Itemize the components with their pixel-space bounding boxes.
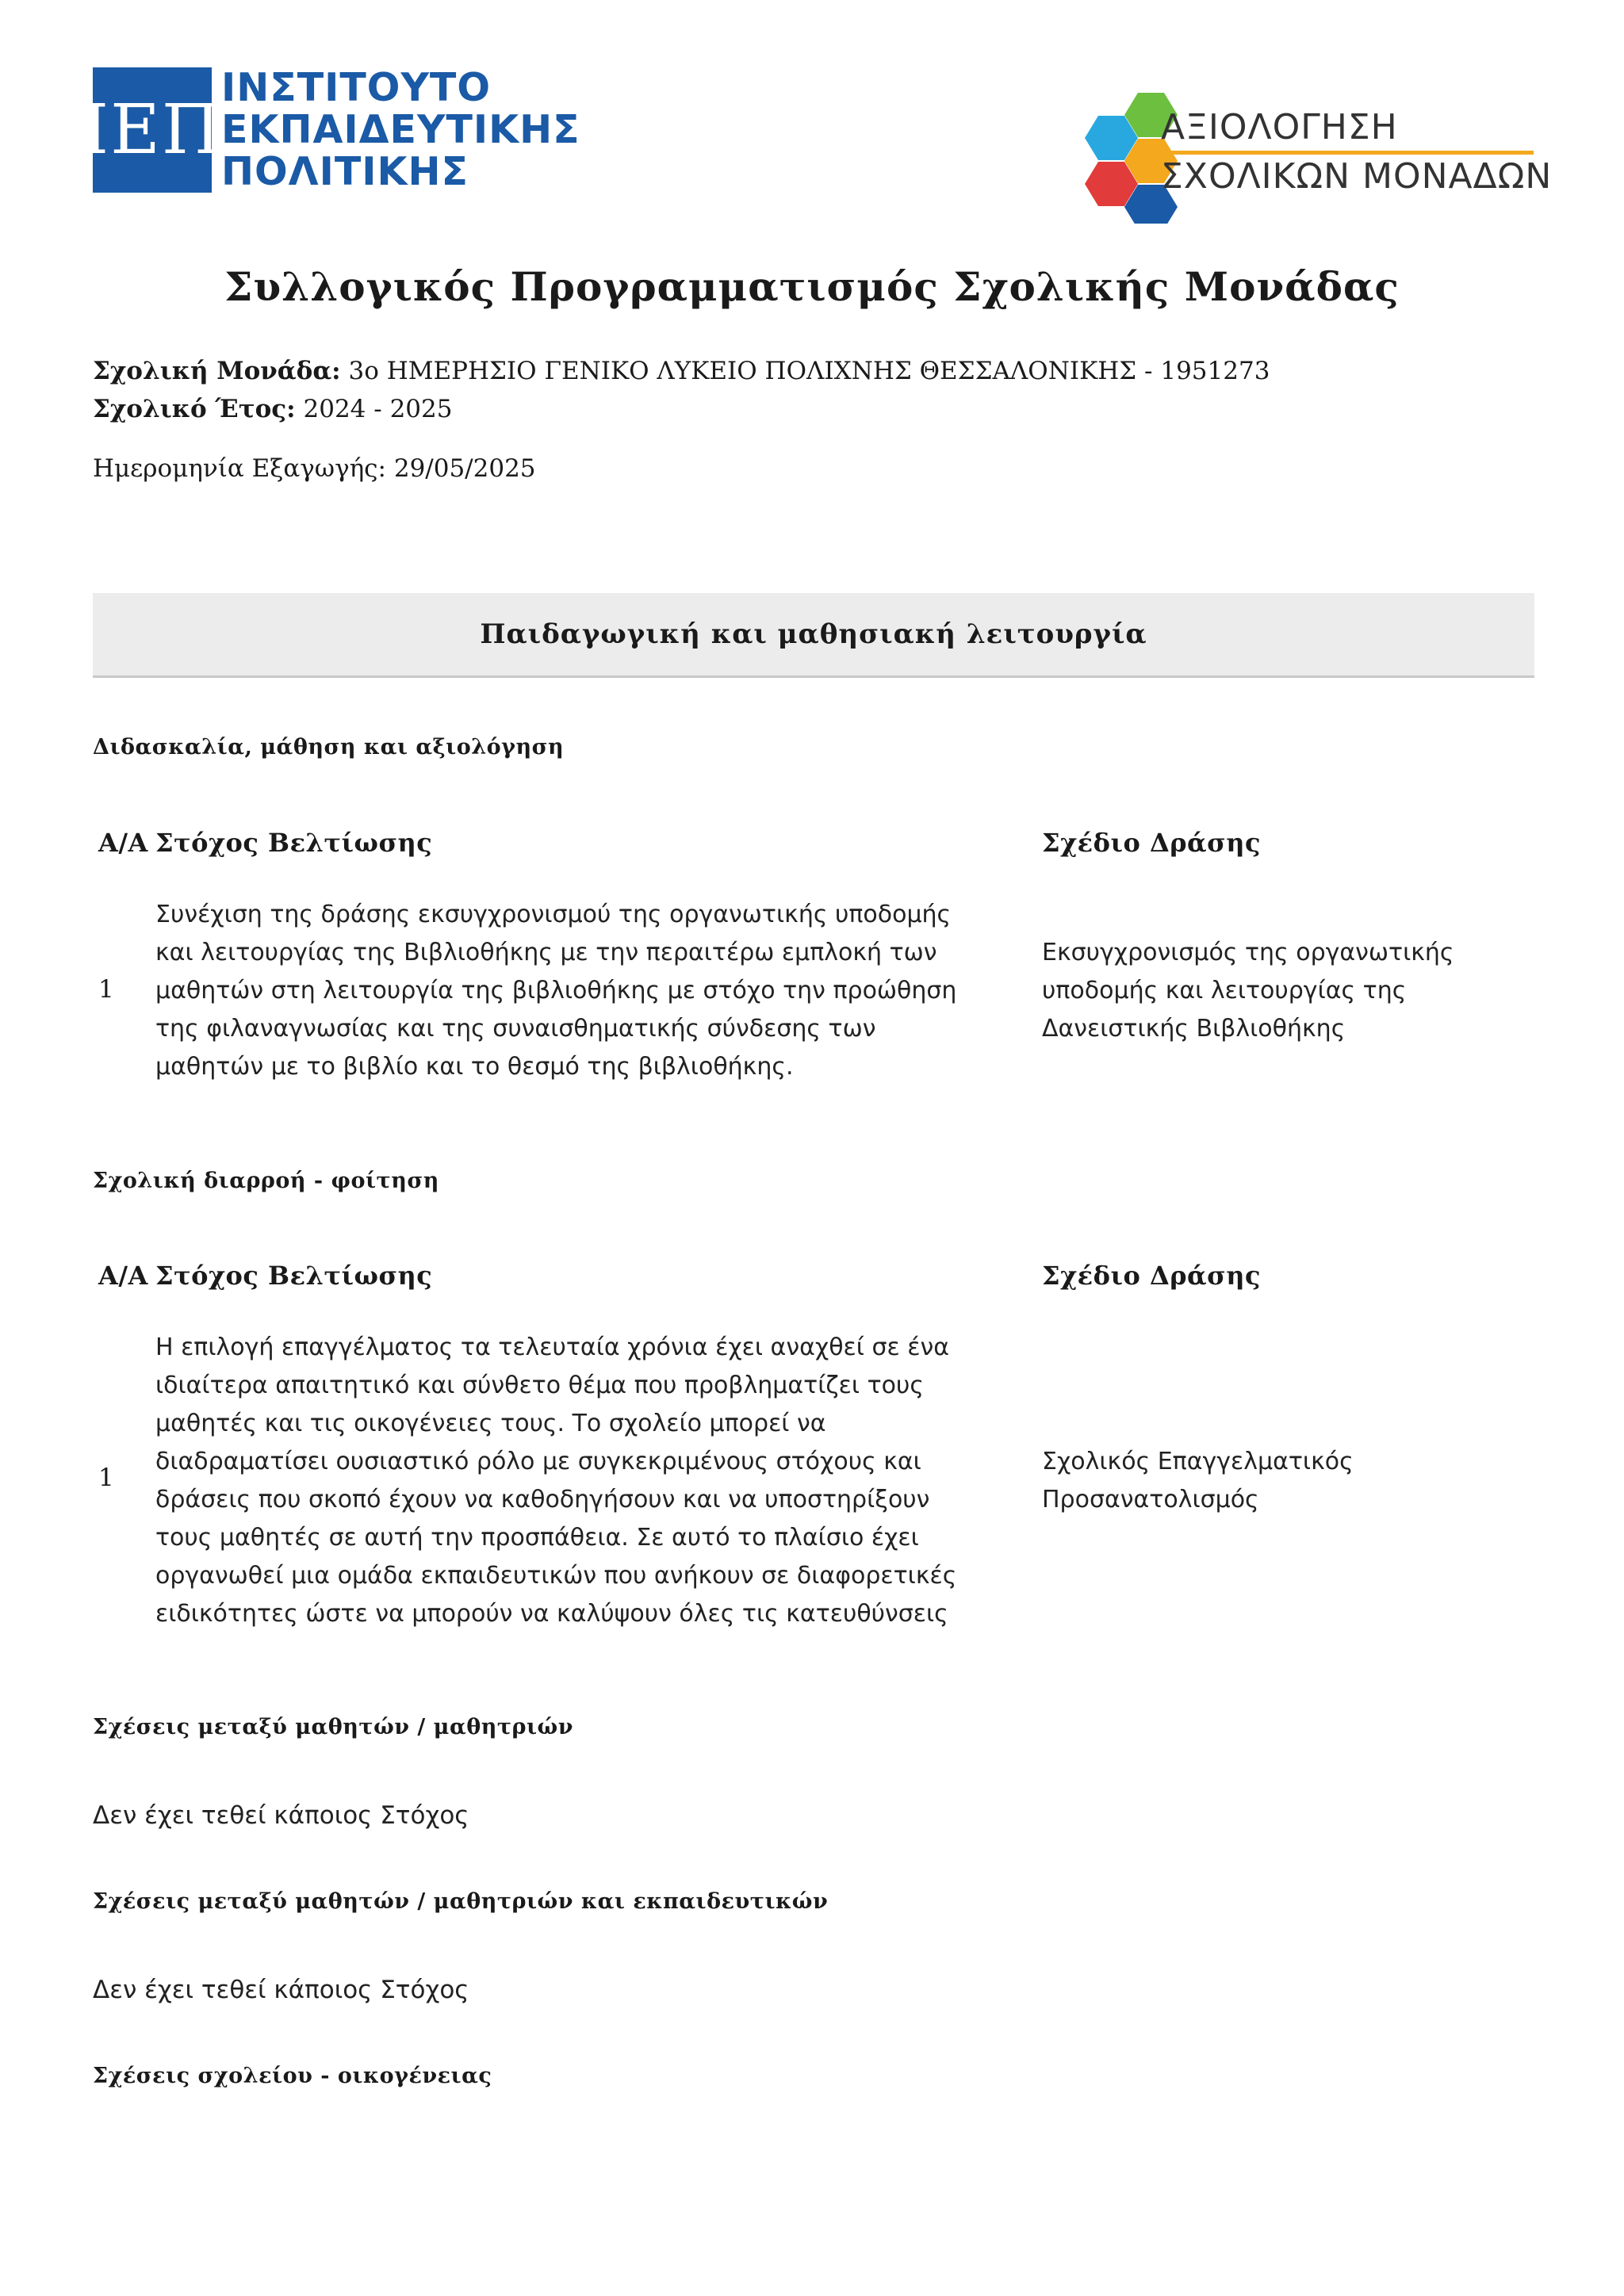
iep-logo (82, 65, 580, 194)
column-header-num: Α/Α (98, 1261, 148, 1291)
school-year-label: Σχολικό Έτος: (93, 395, 296, 423)
school-unit-value: 3ο ΗΜΕΡΗΣΙΟ ΓΕΝΙΚΟ ΛΥΚΕΙΟ ΠΟΛΙΧΝΗΣ ΘΕΣΣΑΛΟΝΙΚΗΣ - 1951273 (340, 357, 1270, 385)
school-year-line (93, 395, 452, 423)
action-plan-text: Σχολικός Επαγγελματικός Προσανατολισμός (1042, 1448, 1354, 1513)
column-header-plan: Σχέδιο Δράσης (1042, 828, 1262, 858)
section-title: Παιδαγωγική και μαθησιακή λειτουργία (480, 618, 1147, 650)
row-number: 1 (98, 1464, 114, 1492)
section-header (93, 593, 1534, 678)
column-header-plan: Σχέδιο Δράσης (1042, 1261, 1262, 1291)
eval-logo-text: ΑΞΙΟΛΟΓΗΣΗ ΣΧΟΛΙΚΩΝ ΜΟΝΑΔΩΝ (1161, 107, 1553, 197)
iep-logo-mark: ΙΕΠ (93, 67, 212, 193)
goal-text: Η επιλογή επαγγέλματος τα τελευταία χρόνια έχει αναχθεί σε ένα ιδιαίτερα απαιτητικό και σύνθετο θέμα που προβληματίζει τους μαθητές και τις οικογένειες τους. Το σχολείο μπορεί να διαδραματίσει ουσιαστικό ρόλο με συγκεκριμένους στόχους και δράσεις που σκοπό έχουν να καθοδηγήσουν και να υποστηρίξουν τους μαθητές σε αυτή την προσπάθεια. Σε αυτό το πλαίσιο έχει οργανωθεί μια ομάδα εκπαιδευτικών που ανήκουν σε διαφορετικές ειδικότητες ώστε να μπορούν να καλύψουν όλες τις κατευθύνσεις (155, 1334, 957, 1628)
no-goal-text: Δεν έχει τεθεί κάποιος Στόχος (93, 1801, 469, 1830)
iep-logo-text: ΙΝΣΤΙΤΟΥΤΟ ΕΚΠΑΙΔΕΥΤΙΚΗΣ ΠΟΛΙΤΙΚΗΣ (221, 65, 580, 194)
subsection-title: Σχέσεις μεταξύ μαθητών / μαθητριών και εκπαιδευτικών (93, 1889, 829, 1914)
subsection-title: Σχέσεις σχολείου - οικογένειας (93, 2064, 492, 2088)
row-number: 1 (98, 975, 114, 1004)
school-unit-label: Σχολική Μονάδα: (93, 357, 341, 385)
goal-text: Συνέχιση της δράσης εκσυγχρονισμού της οργανωτικής υποδομής και λειτουργίας της Βιβλιοθήκης με την περαιτέρω εμπλοκή των μαθητών στη λειτουργία της βιβλιοθήκης με στόχο την προώθηση της φιλαναγνωσίας και της συναισθηματικής σύνδεσης των μαθητών με το βιβλίο και το θεσμό της βιβλιοθήκης. (155, 901, 957, 1081)
school-unit-line (93, 357, 1270, 385)
subsection-title: Διδασκαλία, μάθηση και αξιολόγηση (93, 735, 565, 760)
school-year-value: 2024 - 2025 (295, 395, 453, 423)
subsection-title: Σχολική διαρροή - φοίτηση (93, 1169, 439, 1193)
column-header-goal: Στόχος Βελτίωσης (155, 828, 433, 858)
document-title: Συλλογικός Προγραμματισμός Σχολικής Μονάδας (224, 263, 1400, 310)
action-plan-text: Εκσυγχρονισμός της οργανωτικής υποδομής και λειτουργίας της Δανειστικής Βιβλιοθήκης (1042, 939, 1454, 1043)
no-goal-text: Δεν έχει τεθεί κάποιος Στόχος (93, 1976, 469, 2004)
subsection-title: Σχέσεις μεταξύ μαθητών / μαθητριών (93, 1715, 573, 1739)
column-header-num: Α/Α (98, 828, 148, 858)
export-date: Ημερομηνία Εξαγωγής: 29/05/2025 (93, 454, 536, 483)
column-header-goal: Στόχος Βελτίωσης (155, 1261, 433, 1291)
